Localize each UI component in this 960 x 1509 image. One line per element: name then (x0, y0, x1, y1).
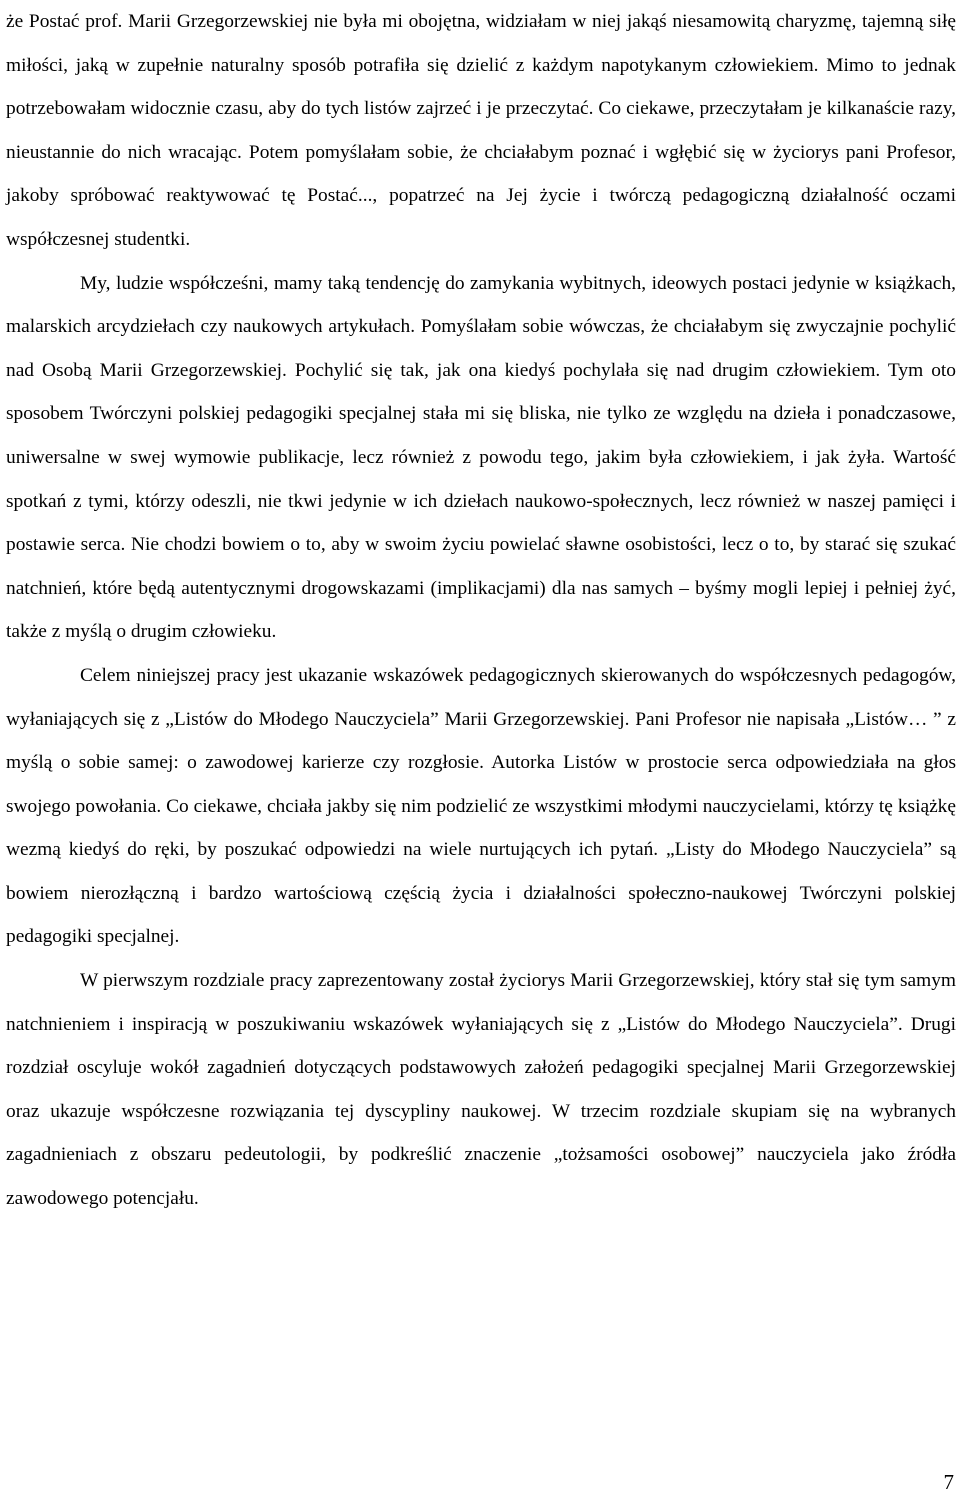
paragraph-2: My, ludzie współcześni, mamy taką tendencję do zamykania wybitnych, ideowych postaci jedynie w książkach, malarskich arcydziełach czy naukowych artykułach. Pomyślałam sobie wówczas, że chciałabym się zwyczajnie pochylić nad Osobą Marii Grzegorzewskiej. Pochylić się tak, jak ona kiedyś pochylała się nad drugim człowiekiem. Tym oto sposobem Twórczyni polskiej pedagogiki specjalnej stała mi się bliska, nie tylko ze względu na dzieła i ponadczasowe, uniwersalne w swej wymowie publikacje, lecz również z powodu tego, jakim była człowiekiem, i jak żyła. Wartość spotkań z tymi, którzy odeszli, nie tkwi jedynie w ich dziełach naukowo-społecznych, lecz również w naszej pamięci i postawie serca. Nie chodzi bowiem o to, aby w swoim życiu powielać sławne osobistości, lecz o to, by starać się szukać natchnień, które będą autentycznymi drogowskazami (implikacjami) dla nas samych – byśmy mogli lepiej i pełniej żyć, także z myślą o drugim człowieku. (6, 272, 956, 643)
paragraph-4: W pierwszym rozdziale pracy zaprezentowany został życiorys Marii Grzegorzewskiej, który stał się tym samym natchnieniem i inspiracją w poszukiwaniu wskazówek wyłaniających się z „Listów do Młodego Nauczyciela”. Drugi rozdział oscyluje wokół zagadnień dotyczących podstawowych założeń pedagogiki specjalnej Marii Grzegorzewskiej oraz ukazuje współczesne rozwiązania tej dyscypliny naukowej. W trzecim rozdziale skupiam się na wybranych zagadnieniach z obszaru pedeutologii, by podkreślić znaczenie „tożsamości osobowej” nauczyciela jako źródła zawodowego potencjału. (6, 970, 956, 1210)
document-page (6, 0, 956, 1509)
paragraph-1: że Postać prof. Marii Grzegorzewskiej nie była mi obojętna, widziałam w niej jakąś niesamowitą charyzmę, tajemną siłę miłości, jaką w zupełnie naturalny sposób potrafiła się dzielić z każdym napotykanym człowiekiem. Mimo to jednak potrzebowałam widocznie czasu, aby do tych listów zajrzeć i je przeczytać. Co ciekawe, przeczytałam je kilkanaście razy, nieustannie do nich wracając. Potem pomyślałam sobie, że chciałabym poznać i wgłębić się w życiorys pani Profesor, jakoby spróbować reaktywować tę Postać..., popatrzeć na Jej życie i twórczą pedagogiczną działalność oczami współczesnej studentki. (6, 11, 956, 250)
page-number: 7 (943, 1470, 954, 1494)
paragraph-3: Celem niniejszej pracy jest ukazanie wskazówek pedagogicznych skierowanych do współczesnych pedagogów, wyłaniających się z „Listów do Młodego Nauczyciela” Marii Grzegorzewskiej. Pani Profesor nie napisała „Listów… ” z myślą o sobie samej: o zawodowej karierze czy rozgłosie. Autorka Listów w prostocie serca odpowiedziała na głos swojego powołania. Co ciekawe, chciała jakby się nim podzielić ze wszystkimi młodymi nauczycielami, którzy tę książkę wezmą kiedyś do ręki, by poszukać odpowiedzi na wiele nurtujących ich pytań. „Listy do Młodego Nauczyciela” są bowiem nierozłączną i bardzo wartościową częścią życia i działalności społeczno-naukowej Twórczyni polskiej pedagogiki specjalnej. (6, 664, 956, 948)
